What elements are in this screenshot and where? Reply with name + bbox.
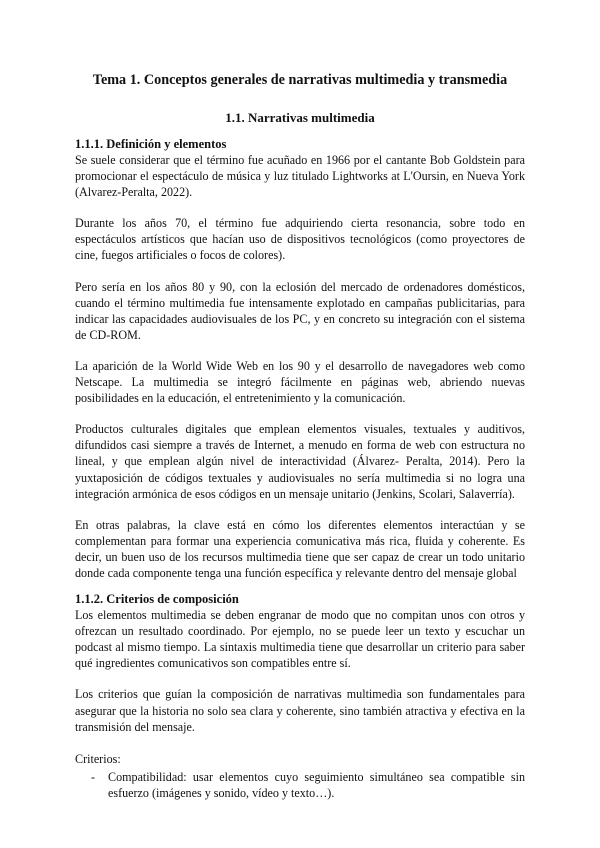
paragraph: Durante los años 70, el término fue adquiriendo cierta resonancia, sobre todo en espectáculos artísticos que hacían uso de dispositivos tecnológicos (como proyectores de cine, fuegos artificiales o focos de colores). [75, 216, 525, 263]
criteria-label: Criterios: [75, 751, 121, 766]
paragraph: Productos culturales digitales que emplean elementos visuales, textuales y auditivos, difundidos casi siempre a través de Internet, a menudo en forma de web con estructura no lineal, y que emplean algún nivel de interactividad (Álvarez- Peralta, 2014). Pero la yuxtaposición de códigos textuales y audiovisuales no sería multimedia si no logra una integración armónica de esos códigos en un mensaje unitario (Jenkins, Scolari, Salaverría). [75, 422, 525, 501]
paragraph: La aparición de la World Wide Web en los 90 y el desarrollo de navegadores web como Netscape. La multimedia se integró fácilmente en páginas web, abriendo nuevas posibilidades en la educación, el entretenimiento y la comunicación. [75, 358, 525, 406]
paragraph: Pero sería en los años 80 y 90, con la eclosión del mercado de ordenadores domésticos, cuando el término multimedia fue intensamente explotado en campañas publicitarias, para indicar las capacidades audiovisuales de los PC, y en concreto su integración con el sistema de CD-ROM. [75, 279, 525, 342]
criteria-item [91, 769, 525, 801]
paragraph: Los elementos multimedia se deben engranar de modo que no compitan unos con otros y ofrezcan un resultado coordinado. Por ejemplo, no se puede leer un texto y escuchar un podcast al mismo tiempo. La sintaxis multimedia tiene que desarrollar un criterio para saber qué ingredientes comunicativos son compatibles entre sí. [75, 608, 525, 671]
section-title: 1.1. Narrativas multimedia [225, 110, 375, 125]
criteria-item-text: Compatibilidad: usar elementos cuyo seguimiento simultáneo sea compatible sin esfuerzo (imágenes y sonido, vídeo y texto…). [108, 769, 525, 800]
paragraph: Se suele considerar que el término fue acuñado en 1966 por el cantante Bob Goldstein para promocionar el espectáculo de música y luz titulado Lightworks at L'Oursin, en Nueva York (Alvarez-Peralta, 2022). [75, 153, 525, 200]
subsection-heading: 1.1.2. Criterios de composición [75, 592, 239, 607]
dash-bullet: - [91, 769, 96, 784]
paragraph: En otras palabras, la clave está en cómo los diferentes elementos interactúan y se complementan para formar una experiencia comunicativa más rica, fluida y coherente. Es decir, un buen uso de los recursos multimedia tiene que ser capaz de crear un todo unitario donde cada componente tenga una función específica y relevante dentro del mensaje global [75, 517, 525, 580]
document-title: Tema 1. Conceptos generales de narrativas multimedia y transmedia [92, 72, 508, 88]
paragraph: Los criterios que guían la composición de narrativas multimedia son fundamentales para asegurar que la historia no solo sea clara y coherente, sino también atractiva y efectiva en la transmisión del mensaje. [75, 687, 525, 734]
document-body [75, 136, 525, 801]
subsection-heading: 1.1.1. Definición y elementos [75, 137, 227, 151]
criteria-list [75, 769, 525, 801]
